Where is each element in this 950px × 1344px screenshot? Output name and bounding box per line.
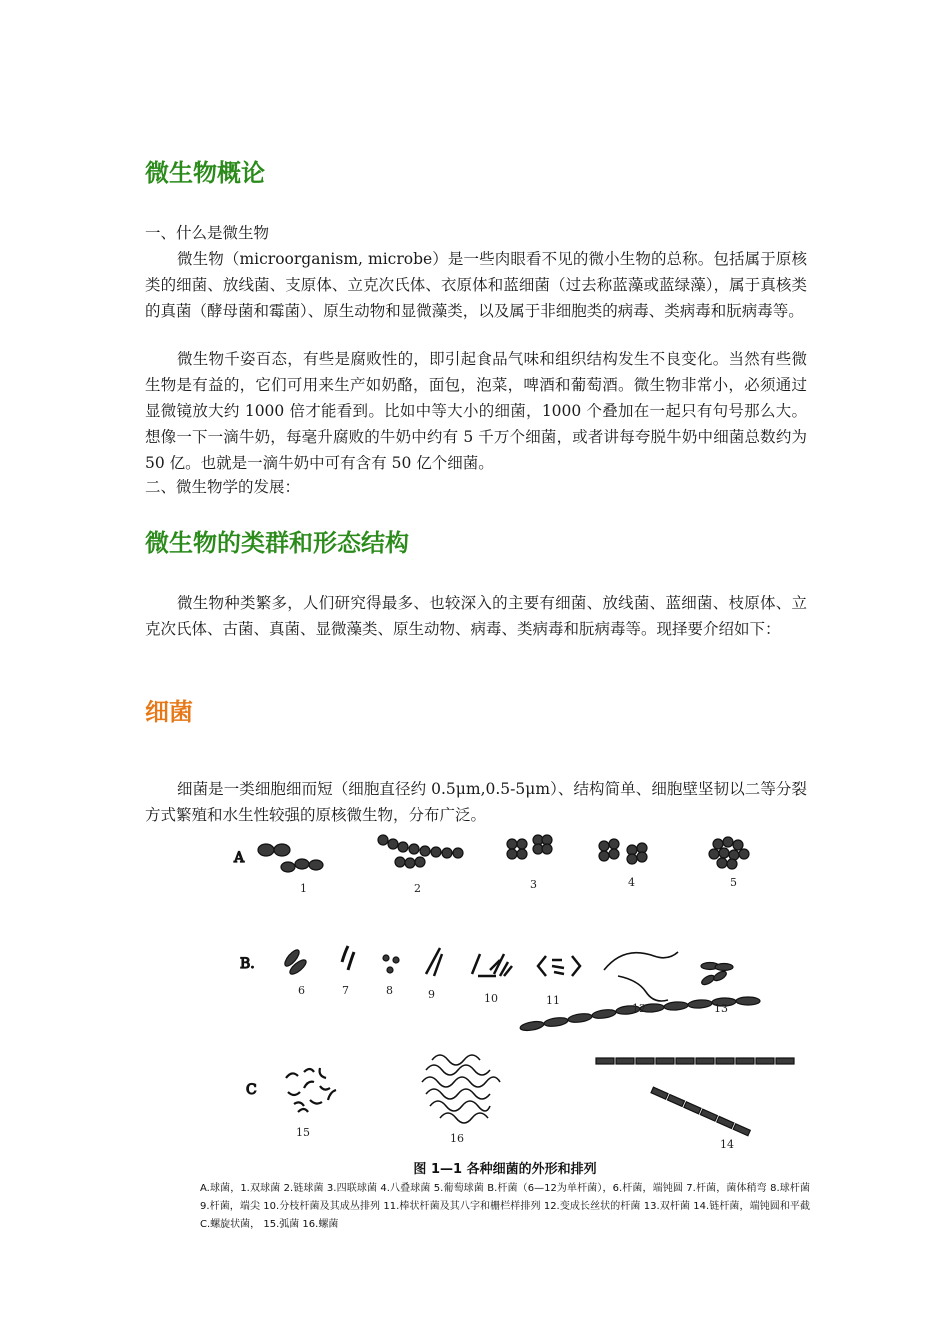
diplococcus-cell <box>309 860 323 870</box>
figure-number: 13 <box>714 1002 728 1015</box>
figure-number: 9 <box>428 988 435 1001</box>
flat-ended-bacillus-chain <box>596 1058 794 1064</box>
heading-groups: 微生物的类群和形态结构 <box>145 529 409 557</box>
coccobacillus-cell <box>383 955 389 961</box>
figure-number: 4 <box>628 876 635 889</box>
heading-bacteria: 细菌 <box>145 698 193 726</box>
figure-number: 7 <box>342 984 349 997</box>
tetrad-cluster <box>507 835 552 859</box>
coccobacillus-cell <box>387 967 393 973</box>
figure-caption-title: 图 1—1 各种细菌的外形和排列 <box>413 1162 597 1177</box>
curved-rod-cell <box>342 946 348 962</box>
spirillum-cluster <box>422 1055 500 1123</box>
bacteria-morphology-figure <box>200 830 810 1255</box>
diplococcus-cell <box>274 844 290 856</box>
pointed-rod-cell <box>426 948 440 974</box>
palisade-bacilli <box>538 956 580 976</box>
filamentous-bacilli <box>604 952 678 1001</box>
diplobacillus-cell <box>700 973 716 986</box>
figure-number: 14 <box>720 1138 734 1151</box>
diplococcus-cell <box>295 859 309 869</box>
paragraph-groups: 微生物种类繁多，人们研究得最多、也较深入的主要有细菌、放线菌、蓝细菌、枝原体、立克次氏体、古菌、真菌、显微藻类、原生动物、病毒、类病毒和朊病毒等。现择要介绍如下： <box>145 594 807 638</box>
paragraph-diversity: 微生物千姿百态，有些是腐败性的，即引起食品气味和组织结构发生不良变化。当然有些微生物是有益的，它们可用来生产如奶酪，面包，泡菜，啤酒和葡萄酒。微生物非常小，必须通过显微镜放大约 1000 倍才能看到。比如中等大小的细菌，1000 个叠加在一起只有句号那么大。想像一下一滴牛奶，每毫升腐败的牛奶中约有 5 千万个细菌，或者讲每夸脱牛奶中细菌总数约为 50 亿。也就是一滴牛奶中可有含有 50 亿个细菌。 <box>145 350 807 472</box>
row-label-a: A <box>234 850 245 866</box>
paragraph-definition: 微生物（microorganism, microbe）是一些肉眼看不见的微小生物的总称。包括属于原核类的细菌、放线菌、支原体、立克次氏体、衣原体和蓝细菌（过去称蓝藻或蓝绿藻），属于真核类的真菌（酵母菌和霉菌）、原生动物和显微藻类，以及属于非细胞类的病毒、类病毒和朊病毒等。 <box>145 250 807 320</box>
subheading-development: 二、微生物学的发展： <box>145 478 301 496</box>
figure-number: 15 <box>296 1126 310 1139</box>
diplococcus-cell <box>281 862 295 872</box>
sarcina-cluster <box>599 839 647 864</box>
branched-bacilli <box>472 954 512 976</box>
figure-number: 11 <box>546 994 560 1007</box>
vibrio-cluster <box>286 1068 336 1112</box>
diagonal-bacillus-chain <box>651 1087 750 1136</box>
figure-number: 6 <box>298 984 305 997</box>
figure-number: 5 <box>730 876 737 889</box>
coccobacillus-cell <box>393 957 399 963</box>
staphylococcus-cluster <box>709 837 749 869</box>
paragraph-bacteria: 细菌是一类细胞细而短（细胞直径约 0.5μm,0.5-5μm）、结构简单、细胞壁坚韧以二等分裂方式繁殖和水生性较强的原核微生物，分布广泛。 <box>145 780 807 824</box>
bacteria-drawing <box>200 830 810 1155</box>
diplobacillus-cell <box>715 964 733 971</box>
figure-number: 2 <box>414 882 421 895</box>
diplococcus-cell <box>258 844 274 856</box>
figure-number: 10 <box>484 992 498 1005</box>
figure-number: 3 <box>530 878 537 891</box>
figure-number: 8 <box>386 984 393 997</box>
heading-intro: 微生物概论 <box>145 159 265 187</box>
row-label-c: C <box>246 1082 257 1098</box>
figure-number: 12 <box>632 1002 646 1015</box>
curved-rod-cell <box>348 952 354 970</box>
row-label-b: B. <box>240 956 255 972</box>
figure-caption-body: A.球菌，1.双球菌 2.链球菌 3.四联球菌 4.八叠球菌 5.葡萄球菌 B.杆菌（6—12为单杆菌），6.杆菌，端钝圆 7.杆菌，菌体稍弯 8.球杆菌 9.杆菌，端尖 10.分枝杆菌及其成丛排列 11.棒状杆菌及其八字和栅栏样排列 12.变成长丝状的杆菌 13.双杆菌 14.链杆菌，端钝圆和平截 C.螺旋状菌， 15.弧菌 16.螺菌 <box>200 1183 810 1230</box>
subheading-what-is-microbe: 一、什么是微生物 <box>145 224 270 242</box>
figure-number: 16 <box>450 1132 464 1145</box>
diplobacillus-cell <box>712 969 728 982</box>
figure-number: 1 <box>300 882 307 895</box>
streptococcus-chain <box>378 835 463 868</box>
